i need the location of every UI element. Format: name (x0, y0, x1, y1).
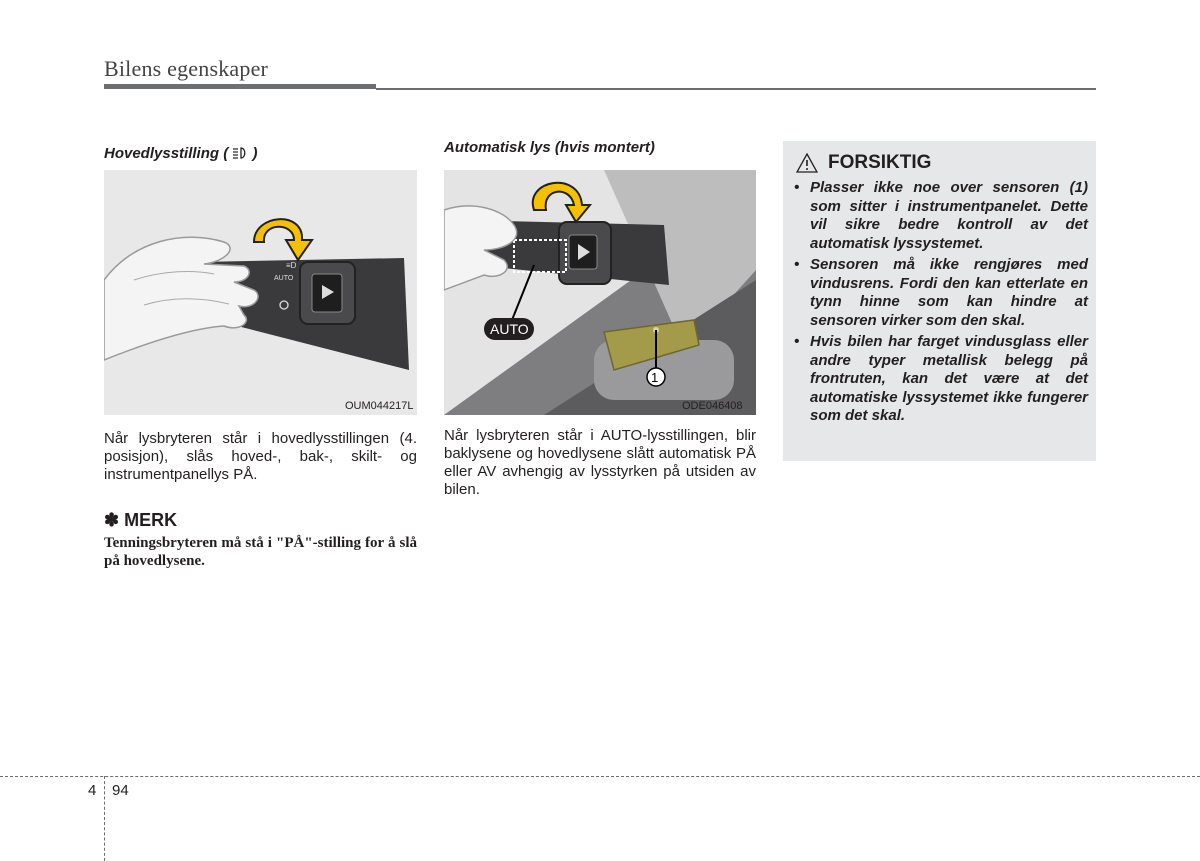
bullet: • (794, 333, 800, 350)
svg-text:AUTO: AUTO (274, 275, 294, 282)
subheading-headlight-position: Hovedlysstilling ( ) (104, 145, 258, 162)
auto-label: AUTO (490, 321, 529, 337)
note-title: ✽ MERK (104, 510, 178, 530)
subheading-auto-light: Automatisk lys (hvis montert) (444, 139, 655, 156)
auto-light-photo (444, 170, 756, 415)
callout-number: 1 (651, 370, 659, 385)
header-rule-thin (376, 88, 1096, 90)
caution-item: • Hvis bilen har farget vindusglass eller andre typer metallisk belegg på frontruten, kan det være at det automatiske lyssystemet ikke fungerer som det skal. (794, 333, 1088, 424)
chapter-number: 4 (88, 782, 97, 799)
image-code: ODE046408 (682, 400, 743, 412)
headlight-switch-photo (104, 170, 417, 415)
caution-title: FORSIKTIG (828, 152, 932, 173)
headlamp-icon (232, 146, 248, 160)
paragraph-auto-light: Når lysbryteren står i AUTO-lysstillingen, blir baklysene og hovedlysene slått automatisk PÅ eller AV avhengig av lysstyrken på utsiden av bilen. (444, 427, 756, 498)
caution-list (794, 179, 1088, 429)
svg-text:≡D: ≡D (286, 261, 297, 270)
header-rule-thick (104, 84, 376, 89)
paragraph-headlight: Når lysbryteren står i hovedlysstillingen (4. posisjon), slås hoved-, bak-, skilt- og instrumentpanellys PÅ. (104, 430, 417, 483)
section-title: Bilens egenskaper (104, 56, 269, 81)
footer-rule (0, 776, 1200, 777)
note-symbol: ✽ (104, 510, 120, 530)
bullet: • (794, 179, 800, 196)
caution-item: • Sensoren må ikke rengjøres med vindusrens. Fordi den kan etterlate en tynn hinne som kan hindre at sensoren virker som den skal. (794, 256, 1088, 329)
bullet: • (794, 256, 800, 273)
footer-divider (104, 776, 105, 861)
page-number: 94 (112, 782, 129, 799)
note-text: Tenningsbryteren må stå i "PÅ"-stilling for å slå på hovedlysene. (104, 535, 417, 569)
caution-item: • Plasser ikke noe over sensoren (1) som sitter i instrumentpanelet. Dette vil sikre bedre kontroll av det automatisk lyssystemet. (794, 179, 1088, 252)
warning-triangle-icon (796, 153, 818, 178)
image-code: OUM044217L (345, 400, 414, 412)
